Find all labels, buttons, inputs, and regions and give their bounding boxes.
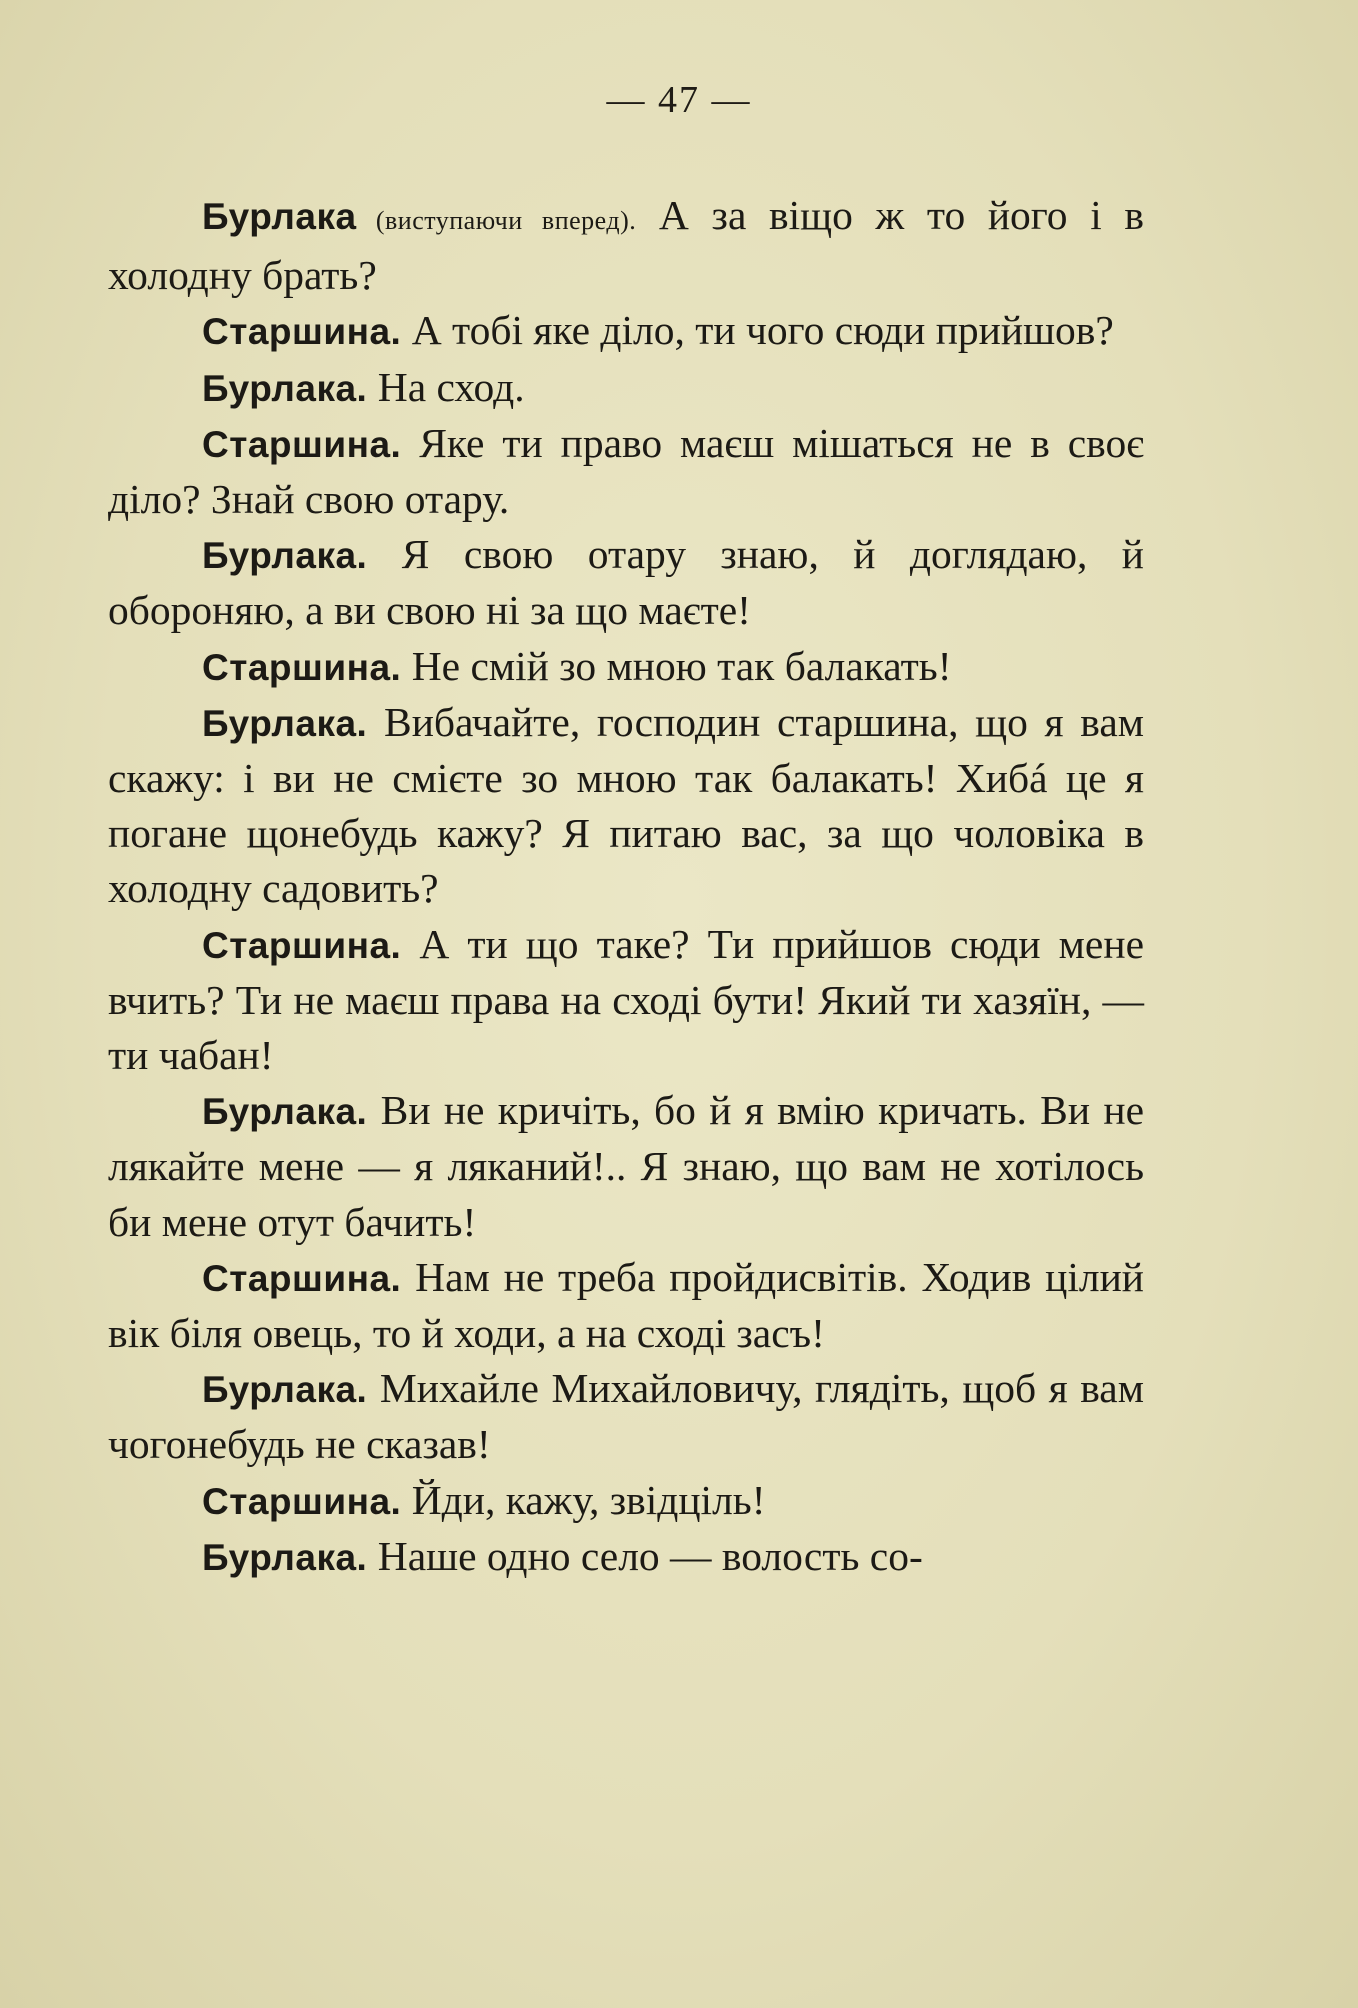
dialogue-paragraph — [108, 527, 1144, 638]
dialogue-paragraph — [108, 1473, 1144, 1529]
speaker-name: Бурлака. — [202, 1536, 368, 1578]
dialogue-paragraph — [108, 1083, 1144, 1250]
dialogue-text: Наше одно село — волость со- — [367, 1532, 923, 1579]
speaker-name: Старшина. — [202, 311, 402, 353]
dialogue-paragraph — [108, 360, 1144, 416]
dialogue-text: Ви не кричіть, бо й я вмію кричать. Ви не лякайте мене — я ляканий!.. Я знаю, що вам не хотілось би мене отут бачить! — [108, 1087, 1144, 1245]
speaker-name: Бурлака. — [202, 1369, 368, 1411]
speaker-name: Бурлака. — [202, 535, 368, 577]
dialogue-text: Нам не треба пройдисвітів. Ходив цілий вік біля овець, то й ходи, а на сході засъ! — [108, 1253, 1144, 1357]
speaker-name: Бурлака. — [202, 702, 368, 744]
dialogue-paragraph — [108, 1529, 1144, 1585]
dialogue-paragraph — [108, 188, 1144, 303]
page-number: — 47 — — [606, 79, 752, 121]
speaker-name: Старшина. — [202, 1257, 402, 1299]
dialogue-paragraph — [108, 639, 1144, 695]
dialogue-text: Вибачайте, господин старшина, що я вам скажу: і ви не смієте зо мною так балакать! Хибá це я погане щонебудь кажу? Я питаю вас, за що чоловіка в холодну садовить? — [108, 698, 1144, 912]
play-text — [108, 188, 1144, 1585]
dialogue-text: На сход. — [367, 363, 525, 410]
dialogue-text: А тобі яке діло, ти чого сюди прийшов? — [401, 307, 1114, 354]
dialogue-paragraph — [108, 416, 1144, 527]
speaker-name: Старшина. — [202, 924, 402, 966]
speaker-name: Старшина. — [202, 423, 402, 465]
dialogue-text: Йди, кажу, звідціль! — [401, 1476, 766, 1523]
speaker-name: Старшина. — [202, 646, 402, 688]
dialogue-paragraph — [108, 1250, 1144, 1361]
dialogue-text: А за віщо ж то його і в холодну брать? — [108, 192, 1144, 299]
dialogue-text: Яке ти право маєш мішаться не в своє діло? Знай свою отару. — [108, 419, 1144, 523]
dialogue-paragraph — [108, 695, 1144, 917]
dialogue-paragraph — [108, 1361, 1144, 1472]
dialogue-text: Не смій зо мною так балакать! — [401, 642, 952, 689]
dialogue-text: Я свою отару знаю, й доглядаю, й обороняю, а ви свою ні за що маєте! — [108, 531, 1144, 634]
dialogue-paragraph — [108, 917, 1144, 1084]
stage-direction: (виступаючи вперед). — [356, 206, 637, 235]
speaker-name: Бурлака. — [202, 1091, 368, 1133]
speaker-name: Старшина. — [202, 1480, 402, 1522]
speaker-name: Бурлака — [202, 196, 357, 237]
dialogue-text: Михайле Михайловичу, глядіть, щоб я вам чогонебудь не сказав! — [108, 1365, 1144, 1468]
dialogue-paragraph — [108, 303, 1144, 359]
speaker-name: Бурлака. — [202, 367, 368, 409]
dialogue-text: А ти що таке? Ти прийшов сюди мене вчить? Ти не маєш права на сході бути! Який ти хазяїн, — ти чабан! — [108, 920, 1144, 1079]
